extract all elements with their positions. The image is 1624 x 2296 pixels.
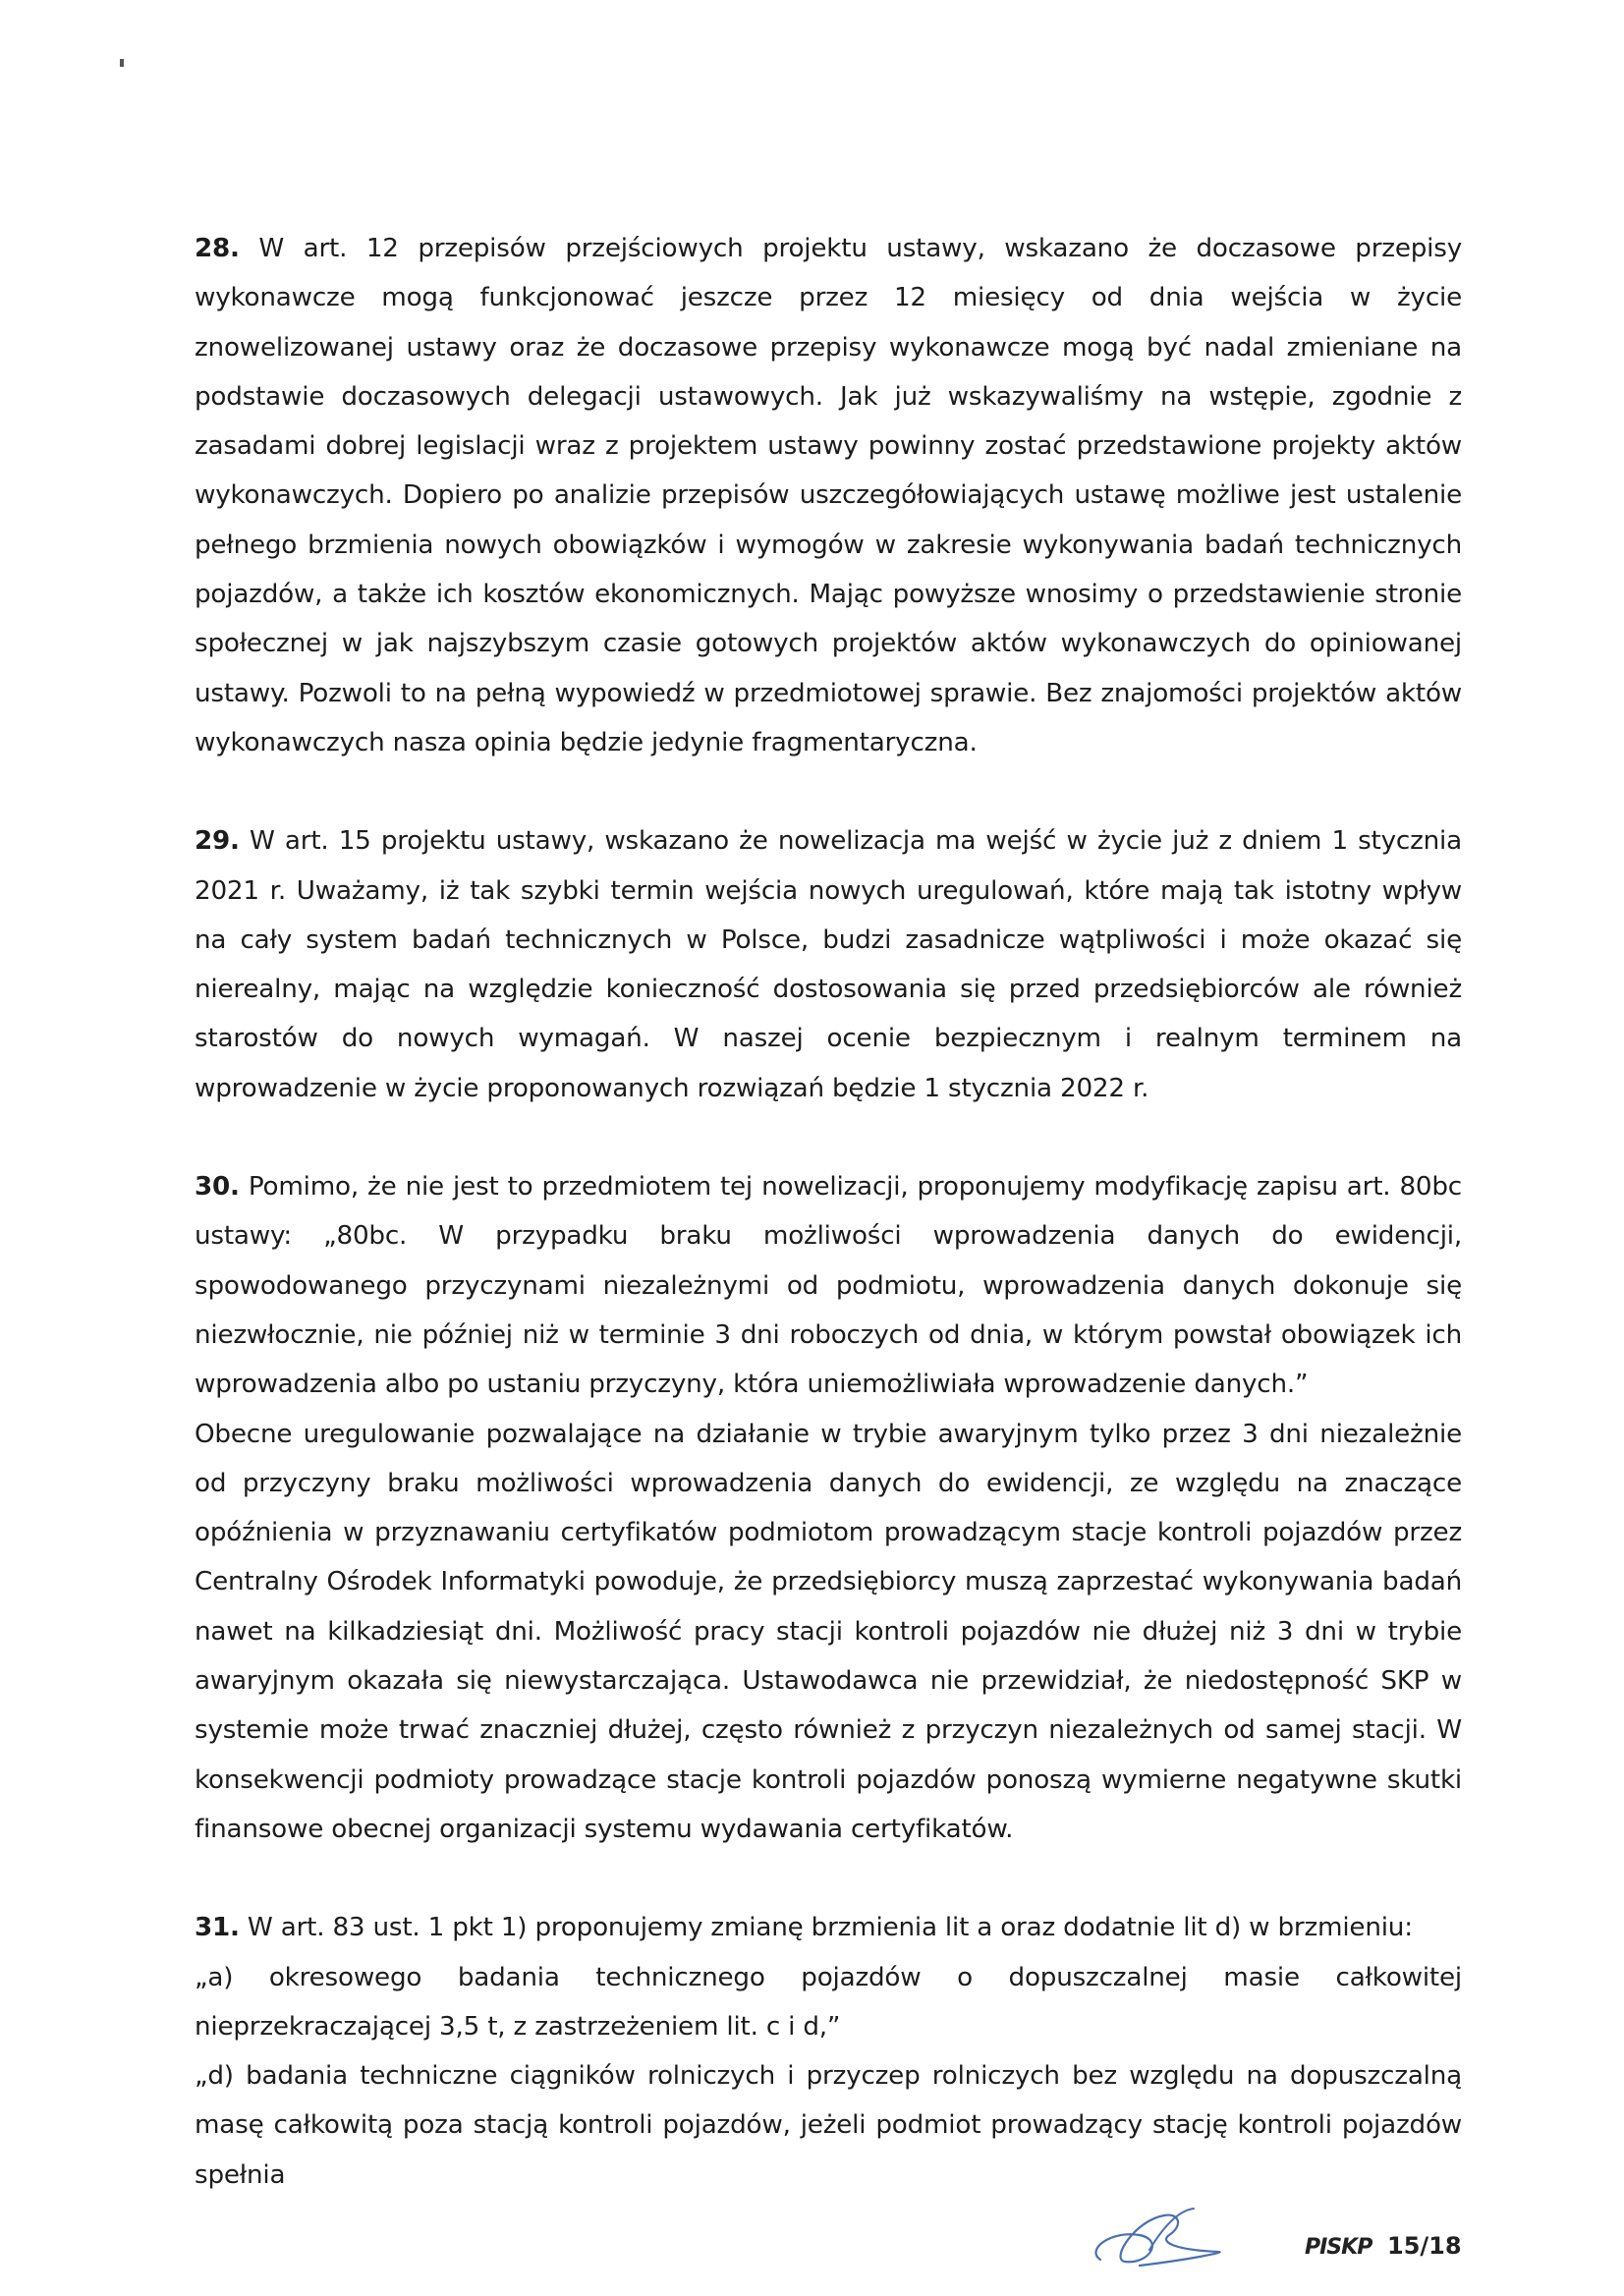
paragraph-text: W art. 12 przepisów przejściowych projektu ustawy, wskazano że doczasowe przepisy wykonawcze mogą funkcjonować jeszcze przez 12 miesięcy od dnia wejścia w życie znowelizowanej ustawy oraz że doczasowe przepisy wykonawcze mogą być nadal zmieniane na podstawie doczasowych delegacji ustawowych. Jak już wskazywaliśmy na wstępie, zgodnie z zasadami dobrej legislacji wraz z projektem ustawy powinny zostać przedstawione projekty aktów wykonawczych. Dopiero po analizie przepisów uszczegółowiających ustawę możliwe jest ustalenie pełnego brzmienia nowych obowiązków i wymogów w zakresie wykonywania badań technicznych pojazdów, a także ich kosztów ekonomicznych. Mając powyższe wnosimy o przedstawienie stronie społecznej w jak najszybszym czasie gotowych projektów aktów wykonawczych do opiniowanej ustawy. Pozwoli to na pełną wypowiedź w przedmiotowej sprawie. Bez znajomości projektów aktów wykonawczych nasza opinia będzie jedynie fragmentaryczna. [195, 234, 1462, 757]
piskp-logo: PISKP [1305, 2235, 1372, 2260]
paragraph-number: 30. [195, 1172, 240, 1203]
document-body [195, 224, 1462, 2200]
paragraph-28 [195, 224, 1462, 767]
page-number: 15/18 [1387, 2232, 1462, 2260]
paragraph-number: 28. [195, 234, 240, 263]
paragraph-text: W art. 83 ust. 1 pkt 1) proponujemy zmianę brzmienia lit a oraz dodatnie lit d) w brzmieniu: [239, 1913, 1413, 1943]
paragraph-number: 31. [195, 1913, 240, 1943]
paragraph-number: 29. [195, 826, 240, 857]
signature-icon [1081, 2191, 1238, 2279]
paragraph-text: Pomimo, że nie jest to przedmiotem tej nowelizacji, proponujemy modyfikację zapisu art. 80bc ustawy: „80bc. W przypadku braku możliwości wprowadzenia danych do ewidencji, spowodowanego przyczynami niezależnymi od podmiotu, wprowadzenia danych dokonuje się niezwłocznie, nie później niż w terminie 3 dni roboczych od dnia, w którym powstał obowiązek ich wprowadzenia albo po ustaniu przyczyny, która uniemożliwiała wprowadzenie danych.” [195, 1172, 1462, 1400]
scan-mark [120, 59, 124, 67]
paragraph-30-continuation: Obecne uregulowanie pozwalające na działanie w trybie awaryjnym tylko przez 3 dni niezależnie od przyczyny braku możliwości wprowadzenia danych do ewidencji, ze względu na znaczące opóźnienia w przyznawaniu certyfikatów podmiotom prowadzącym stacje kontroli pojazdów przez Centralny Ośrodek Informatyki powoduje, że przedsiębiorcy muszą zaprzestać wykonywania badań nawet na kilkadziesiąt dni. Możliwość pracy stacji kontroli pojazdów nie dłużej niż 3 dni w trybie awaryjnym okazała się niewystarczająca. Ustawodawca nie przewidział, że niedostępność SKP w systemie może trwać znaczniej dłużej, często również z przyczyn niezależnych od samej stacji. W konsekwencji podmioty prowadzące stacje kontroli pojazdów ponoszą wymierne negatywne skutki finansowe obecnej organizacji systemu wydawania certyfikatów. [195, 1419, 1462, 1844]
paragraph-31-item-a: „a) okresowego badania technicznego pojazdów o dopuszczalnej masie całkowitej nieprzekraczającej 3,5 t, z zastrzeżeniem lit. c i d,” [195, 1962, 1462, 2042]
paragraph-31 [195, 1903, 1462, 1952]
paragraph-31-item-d: „d) badania techniczne ciągników rolniczych i przyczep rolniczych bez względu na dopuszczalną masę całkowitą poza stacją kontroli pojazdów, jeżeli podmiot prowadzący stację kontroli pojazdów spełnia [195, 2061, 1462, 2190]
paragraph-text: W art. 15 projektu ustawy, wskazano że nowelizacja ma wejść w życie już z dniem 1 stycznia 2021 r. Uważamy, iż tak szybki termin wejścia nowych uregulowań, które mają tak istotny wpływ na cały system badań technicznych w Polsce, budzi zasadnicze wątpliwości i może okazać się nierealny, mając na względzie konieczność dostosowania się przed przedsiębiorców ale również starostów do nowych wymagań. W naszej ocenie bezpiecznym i realnym terminem na wprowadzenie w życie proponowanych rozwiązań będzie 1 stycznia 2022 r. [195, 826, 1462, 1103]
paragraph-30 [195, 1162, 1462, 1409]
paragraph-29 [195, 816, 1462, 1113]
